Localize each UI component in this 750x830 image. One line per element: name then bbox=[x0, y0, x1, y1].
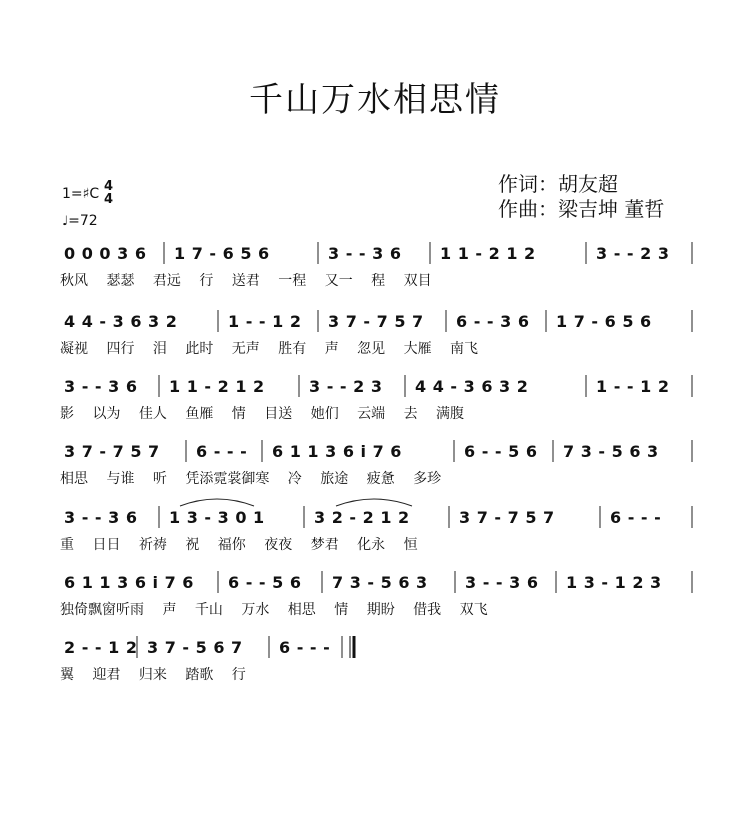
measure-notes: 2 - - 1 2 bbox=[64, 638, 138, 657]
measure-notes: 7 3 - 5 6 3 bbox=[332, 573, 428, 592]
measure-notes: 3 - - 3 6 bbox=[328, 244, 402, 263]
time-signature-bottom: 4 bbox=[104, 192, 114, 207]
lyricist-credit: 作词：胡友超 bbox=[498, 172, 618, 196]
lyrics-line: 秋风 瑟瑟 君远 行 送君 一程 又一 程 双目 bbox=[60, 273, 432, 289]
measure-notes: 0 0 0 3 6 bbox=[64, 244, 147, 263]
measure-notes: 6 - - 5 6 bbox=[464, 442, 538, 461]
measure-notes: 3 - - 3 6 bbox=[64, 377, 138, 396]
measure-notes: 1 1 - 2 1 2 bbox=[169, 377, 265, 396]
measure-notes: 4 4 - 3 6 3 2 bbox=[64, 312, 178, 331]
measure-notes: 1 3 - 3 0 1 bbox=[169, 508, 265, 527]
slur-mark bbox=[336, 499, 412, 506]
measure-notes: 6 - - 5 6 bbox=[228, 573, 302, 592]
measure-notes: 6 - - - bbox=[610, 508, 662, 527]
measure-notes: 6 1 1 3 6 i 7 6 bbox=[64, 573, 194, 592]
measure-notes: 7 3 - 5 6 3 bbox=[563, 442, 659, 461]
measure-notes: 3 7 - 5 6 7 bbox=[147, 638, 243, 657]
lyrics-line: 影 以为 佳人 鱼雁 情 目送 她们 云端 去 满腹 bbox=[60, 406, 465, 422]
measure-notes: 3 - - 2 3 bbox=[309, 377, 383, 396]
lyrics-line: 重 日日 祈祷 祝 福你 夜夜 梦君 化永 恒 bbox=[60, 537, 418, 553]
quarter-note-icon: ♩ bbox=[62, 214, 69, 229]
measure-notes: 3 - - 3 6 bbox=[64, 508, 138, 527]
measure-notes: 6 - - - bbox=[196, 442, 248, 461]
measure-notes: 1 - - 1 2 bbox=[596, 377, 670, 396]
measure-notes: 3 - - 3 6 bbox=[465, 573, 539, 592]
measure-notes: 3 7 - 7 5 7 bbox=[459, 508, 555, 527]
time-signature-top: 4 bbox=[104, 179, 114, 194]
measure-notes: 3 7 - 7 5 7 bbox=[328, 312, 424, 331]
composer-credit: 作曲：梁吉坤 董哲 bbox=[498, 197, 665, 221]
measure-notes: 1 3 - 1 2 3 bbox=[566, 573, 662, 592]
page-title: 千山万水相思情 bbox=[249, 80, 501, 120]
lyrics-line: 凝视 四行 泪 此时 无声 胜有 声 忽见 大雁 南飞 bbox=[60, 341, 479, 357]
measure-notes: 3 - - 2 3 bbox=[596, 244, 670, 263]
lyrics-line: 翼 迎君 归来 踏歌 行 bbox=[60, 667, 246, 683]
measure-notes: 3 7 - 7 5 7 bbox=[64, 442, 160, 461]
lyrics-line: 独倚飘窗听雨 声 千山 万水 相思 情 期盼 借我 双飞 bbox=[60, 602, 488, 618]
measure-notes: 1 - - 1 2 bbox=[228, 312, 302, 331]
measure-notes: 4 4 - 3 6 3 2 bbox=[415, 377, 529, 396]
measure-notes: 1 7 - 6 5 6 bbox=[174, 244, 270, 263]
measure-notes: 1 7 - 6 5 6 bbox=[556, 312, 652, 331]
measure-notes: 3 2 - 2 1 2 bbox=[314, 508, 410, 527]
slur-mark bbox=[180, 499, 254, 506]
tempo-value: =72 bbox=[68, 213, 98, 229]
lyrics-line: 相思 与谁 听 凭添霓裳御寒 冷 旅途 疲惫 多珍 bbox=[60, 471, 442, 487]
measure-notes: 6 - - - bbox=[279, 638, 331, 657]
key-signature: 1=♯C bbox=[62, 186, 100, 202]
measure-notes: 1 1 - 2 1 2 bbox=[440, 244, 536, 263]
measure-notes: 6 1 1 3 6 i 7 6 bbox=[272, 442, 402, 461]
measure-notes: 6 - - 3 6 bbox=[456, 312, 530, 331]
